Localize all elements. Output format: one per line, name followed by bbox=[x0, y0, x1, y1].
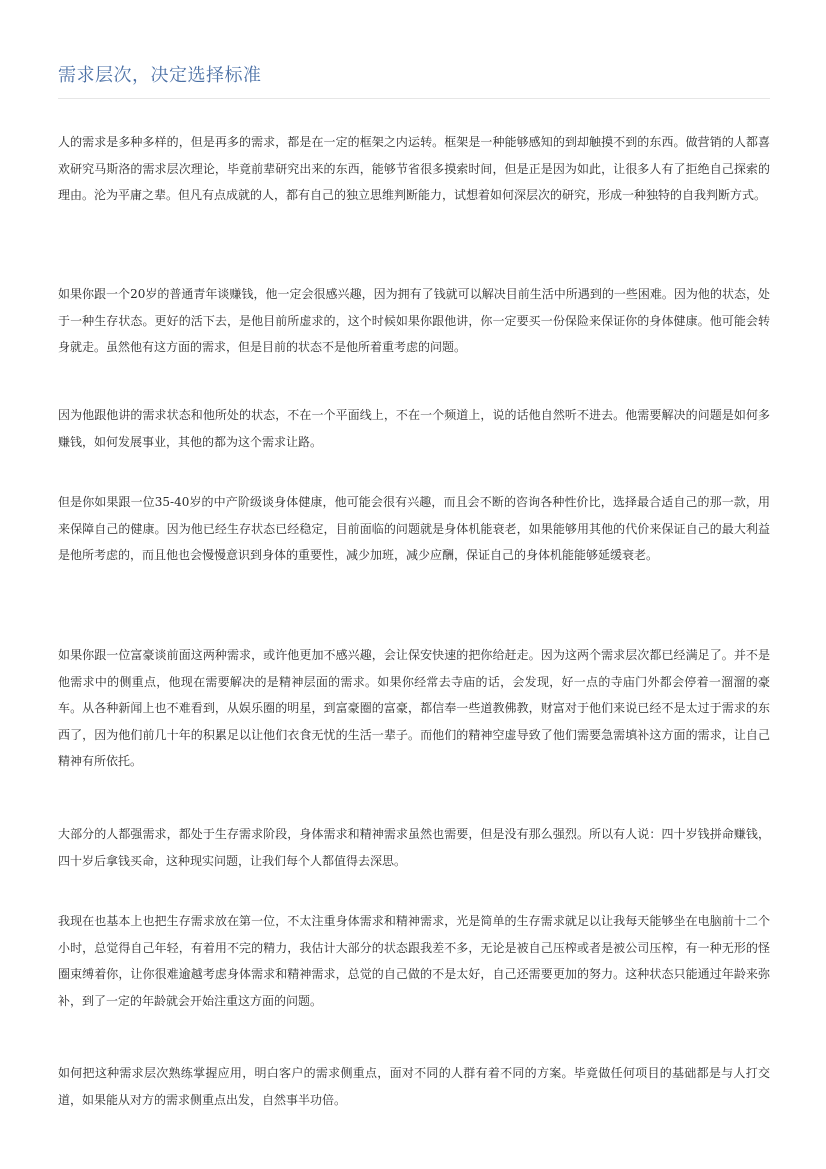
title-divider bbox=[58, 98, 770, 99]
paragraph: 但是你如果跟一位35-40岁的中产阶级谈身体健康，他可能会很有兴趣，而且会不断的咨询各种性价比，选择最合适自己的那一款，用来保障自己的健康。因为他已经生存状态已经稳定，目前面临的问题就是身体机能衰老，如果能够用其他的代价来保证自己的最大利益是他所考虑的，而且他也会慢慢意识到身体的重要性，减少加班，减少应酬，保证自己的身体机能能够延缓衰老。 bbox=[58, 495, 770, 562]
paragraph: 如果你跟一位富豪谈前面这两种需求，或许他更加不感兴趣，会让保安快速的把你给赶走。因为这两个需求层次都已经满足了。并不是他需求中的侧重点，他现在需要解决的是精神层面的需求。如果你经常去寺庙的话，会发现，好一点的寺庙门外都会停着一溜溜的豪车。从各种新闻上也不难看到，从娱乐圈的明星，到富豪圈的富豪，都信奉一些道教佛教，财富对于他们来说已经不是太过于需求的东西了，因为他们前几十年的积累足以让他们衣食无忧的生活一辈子。而他们的精神空虚导致了他们需要急需填补这方面的需求，让自己精神有所依托。 bbox=[58, 648, 770, 768]
paragraph: 大部分的人都强需求，都处于生存需求阶段，身体需求和精神需求虽然也需要，但是没有那么强烈。所以有人说：四十岁钱拼命赚钱，四十岁后拿钱买命，这种现实问题，让我们每个人都值得去深思。 bbox=[58, 827, 770, 868]
paragraph: 如果你跟一个20岁的普通青年谈赚钱，他一定会很感兴趣，因为拥有了钱就可以解决目前生活中所遇到的一些困难。因为他的状态，处于一种生存状态。更好的活下去，是他目前所虚求的，这个时候如果你跟他讲，你一定要买一份保险来保证你的身体健康。他可能会转身就走。虽然他有这方面的需求，但是目前的状态不是他所着重考虑的问题。 bbox=[58, 287, 770, 354]
article-title: 需求层次，决定选择标准 bbox=[58, 65, 262, 86]
paragraph: 因为他跟他讲的需求状态和他所处的状态，不在一个平面线上，不在一个频道上，说的话他自然听不进去。他需要解决的问题是如何多赚钱，如何发展事业，其他的都为这个需求让路。 bbox=[58, 408, 770, 449]
paragraph: 我现在也基本上也把生存需求放在第一位，不太注重身体需求和精神需求，光是简单的生存需求就足以让我每天能够坐在电脑前十二个小时，总觉得自己年轻，有着用不完的精力，我估计大部分的状态跟我差不多，无论是被自己压榨或者是被公司压榨，有一种无形的怪圈束缚着你，让你很难逾越考虑身体需求和精神需求，总觉的自己做的不是太好，自己还需要更加的努力。这种状态只能通过年龄来弥补，到了一定的年龄就会开始注重这方面的问题。 bbox=[58, 914, 770, 1008]
paragraph: 如何把这种需求层次熟练掌握应用，明白客户的需求侧重点，面对不同的人群有着不同的方案。毕竟做任何项目的基础都是与人打交道，如果能从对方的需求侧重点出发，自然事半功倍。 bbox=[58, 1066, 770, 1107]
paragraph: 人的需求是多种多样的，但是再多的需求，都是在一定的框架之内运转。框架是一种能够感知的到却触摸不到的东西。做营销的人都喜欢研究马斯洛的需求层次理论，毕竟前辈研究出来的东西，能够节省很多摸索时间，但是正是因为如此，让很多人有了拒绝自己探索的理由。沦为平庸之辈。但凡有点成就的人，都有自己的独立思维判断能力，试想着如何深层次的研究，形成一种独特的自我判断方式。 bbox=[58, 135, 770, 202]
